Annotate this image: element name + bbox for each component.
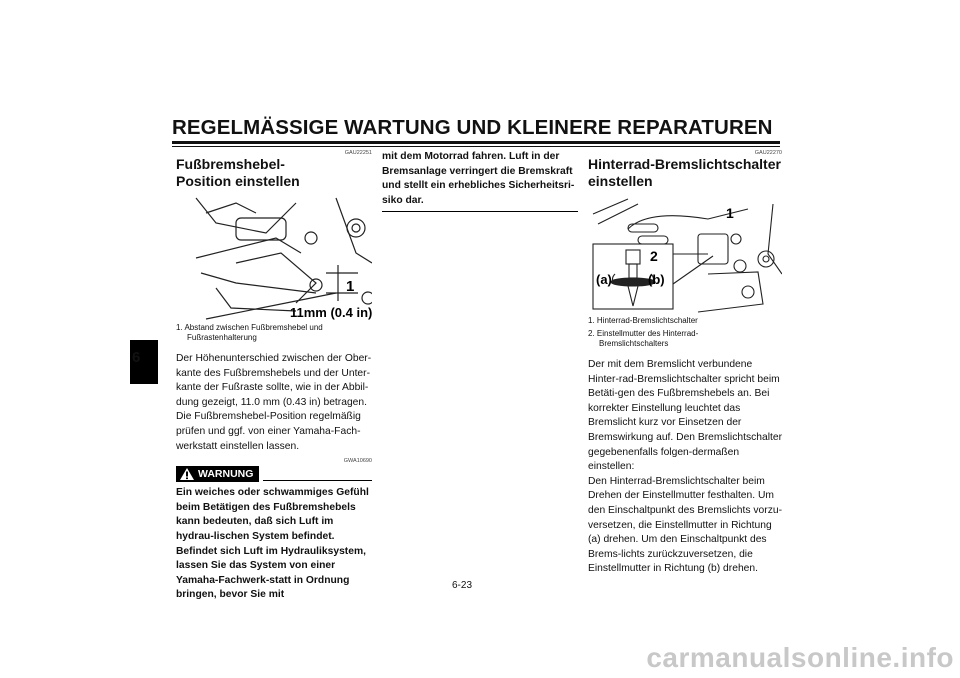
caption-num: 1. [588, 316, 595, 325]
section-heading: Hinterrad-Bremslichtschalter einstellen [588, 156, 781, 189]
title-rule-thin [172, 146, 780, 147]
warning-header [176, 466, 372, 482]
body-text: Der Höhenunterschied zwischen der Ober-kante des Fußbremshebels und der Unter-kante der Fußraste sollte, wie in der Abbil-dung gezeigt, 11.0 mm (0.43 in) betragen. Die Fußbremshebel-Position regelmäßig prüfen und ggf. von einer Yamaha-Fach-werkstatt einstellen lassen. [176, 353, 372, 452]
figure-dimension: 11mm (0.4 in) [290, 305, 372, 320]
watermark: carmanualsonline.info [646, 642, 954, 673]
section-code: GAU22270 [754, 150, 782, 156]
caption-num: 1. [176, 323, 183, 332]
caption-text-cont: Fußrastenhalterung [187, 333, 257, 342]
title-rule [172, 141, 780, 144]
column-2 [382, 150, 578, 212]
caption-text: Abstand zwischen Fußbremshebel und [184, 323, 323, 332]
page-number: 6-23 [452, 580, 473, 591]
warning-text-continued: mit dem Motorrad fahren. Luft in der Bremsanlage verringert die Bremskraft und stellt ein erhebliches Sicherheitsri-siko dar. [382, 151, 575, 206]
warning-label: WARNUNG [198, 468, 254, 481]
figure-caption [588, 316, 782, 349]
warning-triangle-icon [180, 468, 194, 480]
caption-text-cont: Bremslichtschalters [599, 339, 669, 348]
body-text: Der mit dem Bremslicht verbundene Hinter-rad-Bremslichtschalter spricht beim Betäti-gen des Fußbremshebels an. Bei korrekter Einstellung leuchtet das Bremslicht kurz vor Einsetzen der Bremswirkung auf. Den Bremslichtschalter gegebenenfalls folgen-dermaßen einstellen: [588, 359, 782, 473]
figure-label-1: 1 [726, 205, 734, 221]
section-heading: Fußbremshebel-Position einstellen [176, 156, 300, 189]
caption-num: 2. [588, 329, 595, 338]
figure-caption [176, 323, 372, 343]
caption-text: Hinterrad-Bremslichtschalter [596, 316, 698, 325]
section-code: GAU22251 [344, 150, 372, 156]
column-3 [588, 150, 782, 577]
brake-pedal-figure [176, 193, 372, 321]
warning-code: GWA10690 [343, 458, 372, 465]
brake-light-switch-figure [588, 194, 782, 314]
page-title: REGELMÄSSIGE WARTUNG UND KLEINERE REPARATUREN [172, 116, 773, 139]
direction-a-label: (a) [596, 272, 612, 287]
figure-label-2: 2 [650, 248, 658, 264]
column-1 [176, 150, 372, 603]
warning-text: Ein weiches oder schwammiges Gefühl beim Betätigen des Fußbremshebels kann bedeuten, daß sich Luft im hydrau-lischen System befindet. Befindet sich Luft im Hydrauliksystem, lassen Sie das System von einer Yamaha-Fachwerk-statt in Ordnung bringen, bevor Sie mit [176, 487, 369, 601]
chapter-number: 6 [132, 349, 141, 366]
caption-text: Einstellmutter des Hinterrad- [596, 329, 699, 338]
body-text-2: Den Hinterrad-Bremslichtschalter beim Drehen der Einstellmutter festhalten. Um den Einschaltpunkt des Bremslichts vorzu-versetzen, die Einstellmutter in Richtung (a) drehen. Um den Einschaltpunkt des Brems-lichts zurückzuversetzen, die Einstellmutter in Richtung (b) drehen. [588, 475, 783, 575]
direction-b-label: (b) [648, 272, 665, 287]
figure-label-1: 1 [346, 278, 355, 295]
warning-end-rule [382, 211, 578, 212]
